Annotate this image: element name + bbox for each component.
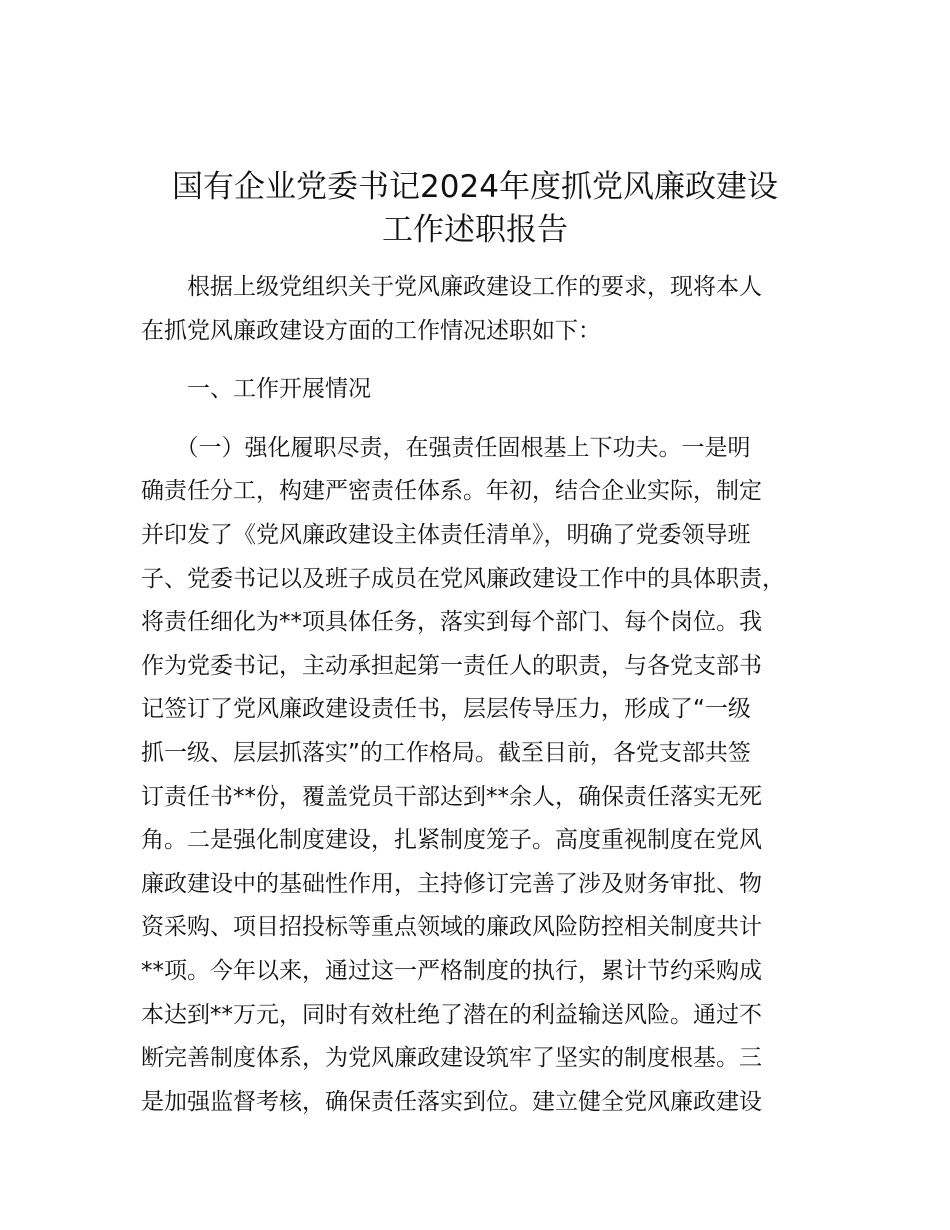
- paragraph-line: 记签订了党风廉政建设责任书，层层传导压力，形成了“一级: [141, 696, 751, 723]
- paragraph-line: （一）强化履职尽责，在强责任固根基上下功夫。一是明: [141, 434, 751, 461]
- paragraph-line: 订责任书**份，覆盖党员干部达到**余人，确保责任落实无死: [141, 783, 762, 810]
- paragraph-line: 抓一级、层层抓落实”的工作格局。截至目前，各党支部共签: [141, 739, 751, 766]
- paragraph-line: 子、党委书记以及班子成员在党风廉政建设工作中的具体职责，: [141, 565, 785, 592]
- paragraph-line: 并印发了《党风廉政建设主体责任清单》，明确了党委领导班: [141, 521, 751, 548]
- title-line-1: 国有企业党委书记2024年度抓党风廉政建设: [172, 169, 778, 205]
- paragraph-line: 是加强监督考核，确保责任落实到位。建立健全党风廉政建设: [141, 1088, 762, 1115]
- paragraph-line: 作为党委书记，主动承担起第一责任人的职责，与各党支部书: [141, 652, 762, 679]
- paragraph-line: 资采购、项目招投标等重点领域的廉政风险防控相关制度共计: [141, 914, 762, 941]
- intro-line: 根据上级党组织关于党风廉政建设工作的要求，现将本人: [141, 274, 762, 300]
- title-line-2: 工作述职报告: [382, 212, 568, 248]
- intro-line: 在抓党风廉政建设方面的工作情况述职如下：: [141, 317, 601, 344]
- paragraph-line: 角。二是强化制度建设，扎紧制度笼子。高度重视制度在党风: [141, 827, 762, 854]
- paragraph-line: 确责任分工，构建严密责任体系。年初，结合企业实际，制定: [141, 478, 762, 505]
- paragraph-line: 断完善制度体系，为党风廉政建设筑牢了坚实的制度根基。三: [141, 1045, 762, 1072]
- paragraph-line: 本达到**万元，同时有效杜绝了潜在的利益输送风险。通过不: [141, 1001, 762, 1028]
- document-title: [120, 166, 830, 252]
- paragraph-line: **项。今年以来，通过这一严格制度的执行，累计节约采购成: [141, 957, 762, 984]
- section-heading: 一、工作开展情况: [141, 376, 371, 403]
- paragraph-line: 将责任细化为**项具体任务，落实到每个部门、每个岗位。我: [141, 609, 762, 636]
- document-body: [141, 266, 831, 1124]
- paragraph-line: 廉政建设中的基础性作用，主持修订完善了涉及财务审批、物: [141, 870, 762, 897]
